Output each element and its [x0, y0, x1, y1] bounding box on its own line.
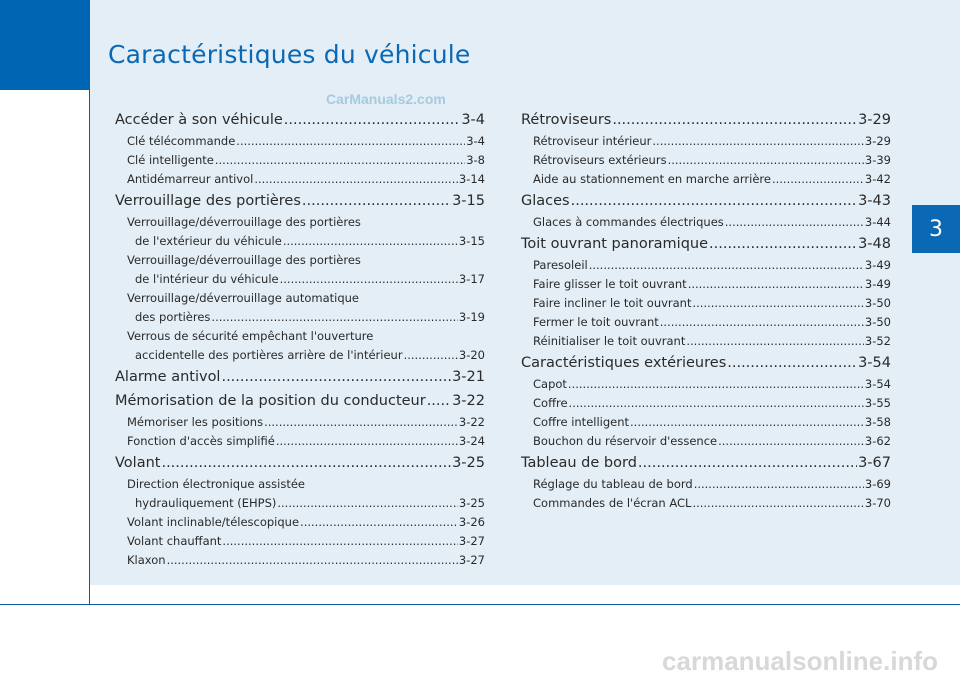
toc-section[interactable]: Accéder à son véhicule ..... 3-4: [115, 109, 485, 132]
toc-item[interactable]: Coffre intelligent ..... 3-58: [521, 413, 891, 432]
toc-item[interactable]: Rétroviseur intérieur ..... 3-29: [521, 132, 891, 151]
toc-section[interactable]: Tableau de bord ..... 3-67: [521, 452, 891, 475]
toc-item[interactable]: Antidémarreur antivol ..... 3-14: [115, 170, 485, 189]
left-divider: [89, 90, 90, 605]
corner-block: [0, 0, 90, 90]
toc-item[interactable]: Verrouillage/déverrouillage des portières de l'intérieur du véhicule ..... 3-17: [115, 251, 485, 289]
toc-item[interactable]: Commandes de l'écran ACL ..... 3-70: [521, 494, 891, 513]
toc-section[interactable]: Caractéristiques extérieures ..... 3-54: [521, 352, 891, 375]
toc-section[interactable]: Verrouillage des portières ..... 3-15: [115, 190, 485, 213]
toc-item[interactable]: Capot ..... 3-54: [521, 375, 891, 394]
toc-item[interactable]: Verrouillage/déverrouillage des portières de l'extérieur du véhicule ..... 3-15: [115, 213, 485, 251]
page-title: Caractéristiques du véhicule: [108, 40, 471, 69]
toc-item[interactable]: Klaxon ..... 3-27: [115, 551, 485, 570]
toc-item[interactable]: Bouchon du réservoir d'essence ..... 3-62: [521, 432, 891, 451]
toc-item[interactable]: Fermer le toit ouvrant ..... 3-50: [521, 313, 891, 332]
toc-item[interactable]: Verrouillage/déverrouillage automatique des portières ..... 3-19: [115, 289, 485, 327]
toc-section[interactable]: Volant ..... 3-25: [115, 452, 485, 475]
toc-item[interactable]: Réinitialiser le toit ouvrant ..... 3-52: [521, 332, 891, 351]
toc-item[interactable]: Direction électronique assistée hydrauliquement (EHPS) ..... 3-25: [115, 475, 485, 513]
toc-section[interactable]: Rétroviseurs ..... 3-29: [521, 109, 891, 132]
toc-item[interactable]: Fonction d'accès simplifié ..... 3-24: [115, 432, 485, 451]
toc-right-column: [521, 108, 891, 513]
toc-item[interactable]: Rétroviseurs extérieurs ..... 3-39: [521, 151, 891, 170]
toc-section[interactable]: Toit ouvrant panoramique ..... 3-48: [521, 233, 891, 256]
toc-item[interactable]: Clé intelligente ..... 3-8: [115, 151, 485, 170]
toc-item[interactable]: Mémoriser les positions ..... 3-22: [115, 413, 485, 432]
toc-item[interactable]: Réglage du tableau de bord ..... 3-69: [521, 475, 891, 494]
bottom-divider: [0, 604, 960, 605]
toc-item[interactable]: Verrous de sécurité empêchant l'ouverture accidentelle des portières arrière de l'intérieur ..... 3-20: [115, 327, 485, 365]
toc-item[interactable]: Volant inclinable/télescopique ..... 3-26: [115, 513, 485, 532]
toc-item[interactable]: Volant chauffant ..... 3-27: [115, 532, 485, 551]
watermark-bottom: carmanualsonline.info: [662, 646, 938, 676]
toc-section[interactable]: Mémorisation de la position du conducteur ..... 3-22: [115, 390, 485, 413]
toc-item[interactable]: Aide au stationnement en marche arrière ..... 3-42: [521, 170, 891, 189]
toc-item[interactable]: Paresoleil ..... 3-49: [521, 256, 891, 275]
watermark-top: CarManuals2.com: [326, 91, 446, 107]
toc-left-column: [115, 108, 485, 570]
toc-section[interactable]: Glaces ..... 3-43: [521, 190, 891, 213]
toc-item[interactable]: Glaces à commandes électriques ..... 3-44: [521, 213, 891, 232]
toc-item[interactable]: Clé télécommande ..... 3-4: [115, 132, 485, 151]
toc-section[interactable]: Alarme antivol ..... 3-21: [115, 366, 485, 389]
toc-item[interactable]: Faire incliner le toit ouvrant ..... 3-50: [521, 294, 891, 313]
toc-item[interactable]: Coffre ..... 3-55: [521, 394, 891, 413]
chapter-tab[interactable]: 3: [912, 205, 960, 253]
toc-item[interactable]: Faire glisser le toit ouvrant ..... 3-49: [521, 275, 891, 294]
